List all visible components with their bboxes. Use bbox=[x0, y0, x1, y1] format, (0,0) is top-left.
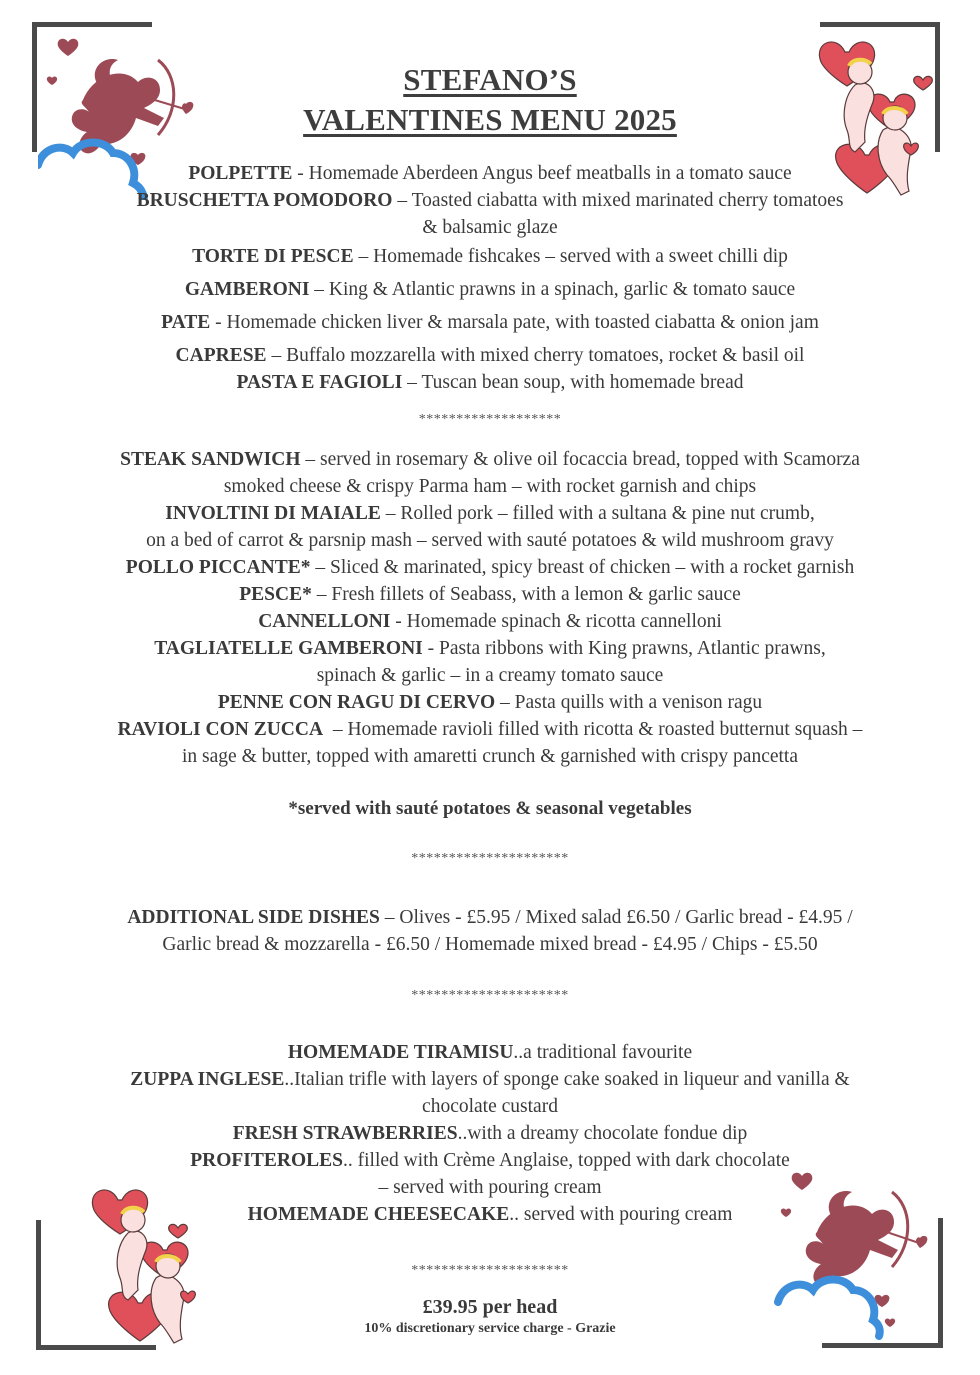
desserts-section bbox=[0, 1039, 980, 1228]
menu-title: VALENTINES MENU 2025 bbox=[303, 102, 677, 137]
separator-4: ********************* bbox=[411, 1263, 569, 1278]
menu-item-pate: PATE - Homemade chicken liver & marsala pate, with toasted ciabatta & onion jam bbox=[161, 312, 819, 333]
menu-item-torte-di-pesce: TORTE DI PESCE – Homemade fishcakes – served with a sweet chilli dip bbox=[192, 246, 788, 267]
menu-item-profiteroles-cont: – served with pouring cream bbox=[378, 1177, 602, 1198]
separator-2: ********************* bbox=[411, 851, 569, 866]
menu-item-steak-sandwich-cont: smoked cheese & crispy Parma ham – with rocket garnish and chips bbox=[223, 476, 757, 497]
side-dishes-line-2: Garlic bread & mozzarella - £6.50 / Homemade mixed bread - £4.95 / Chips - £5.50 bbox=[162, 934, 818, 955]
menu-item-bruschetta: BRUSCHETTA POMODORO – Toasted ciabatta with mixed marinated cherry tomatoes bbox=[136, 190, 844, 211]
menu-item-profiteroles: PROFITEROLES.. filled with Crème Anglaise, topped with dark chocolate bbox=[190, 1150, 790, 1171]
starters-section bbox=[0, 160, 980, 396]
menu-item-polpette: POLPETTE - Homemade Aberdeen Angus beef meatballs in a tomato sauce bbox=[188, 163, 792, 184]
corner-bracket-top-left-h bbox=[32, 22, 152, 27]
menu-item-tiramisu: HOMEMADE TIRAMISU..a traditional favourite bbox=[287, 1042, 693, 1063]
menu-item-caprese: CAPRESE – Buffalo mozzarella with mixed cherry tomatoes, rocket & basil oil bbox=[175, 345, 805, 366]
separator-1: ******************* bbox=[418, 412, 562, 427]
service-charge-note: 10% discretionary service charge - Grazie bbox=[364, 1321, 616, 1336]
menu-item-strawberries: FRESH STRAWBERRIES..with a dreamy chocolate fondue dip bbox=[232, 1123, 748, 1144]
menu-item-involtini: INVOLTINI DI MAIALE – Rolled pork – filled with a sultana & pine nut crumb, bbox=[165, 503, 815, 524]
menu-item-tagliatelle-cont: spinach & garlic – in a creamy tomato sauce bbox=[316, 665, 664, 686]
menu-item-involtini-cont: on a bed of carrot & parsnip mash – served with sauté potatoes & wild mushroom gravy bbox=[146, 530, 834, 551]
menu-item-steak-sandwich: STEAK SANDWICH – served in rosemary & olive oil focaccia bread, topped with Scamorza bbox=[120, 449, 860, 470]
corner-bracket-top-right-h bbox=[820, 22, 940, 27]
menu-item-pasta-e-fagioli: PASTA E FAGIOLI – Tuscan bean soup, with homemade bread bbox=[236, 372, 744, 393]
menu-item-gamberoni: GAMBERONI – King & Atlantic prawns in a spinach, garlic & tomato sauce bbox=[184, 279, 796, 300]
side-dishes-line-1: ADDITIONAL SIDE DISHES – Olives - £5.95 / Mixed salad £6.50 / Garlic bread - £4.95 / bbox=[127, 907, 853, 928]
menu-item-tagliatelle: TAGLIATELLE GAMBERONI - Pasta ribbons with King prawns, Atlantic prawns, bbox=[154, 638, 826, 659]
price-per-head: £39.95 per head bbox=[422, 1296, 558, 1318]
menu-item-bruschetta-cont: & balsamic glaze bbox=[422, 217, 558, 238]
menu-item-zuppa-inglese-cont: chocolate custard bbox=[422, 1096, 558, 1117]
menu-item-penne: PENNE CON RAGU DI CERVO – Pasta quills with a venison ragu bbox=[217, 692, 763, 713]
menu-footer bbox=[0, 1296, 980, 1337]
menu-item-pollo-piccante: POLLO PICCANTE* – Sliced & marinated, spicy breast of chicken – with a rocket garnish bbox=[125, 557, 855, 578]
mains-section bbox=[0, 446, 980, 770]
menu-item-ravioli-cont: in sage & butter, topped with amaretti crunch & garnished with crispy pancetta bbox=[182, 746, 798, 767]
menu-item-ravioli: RAVIOLI CON ZUCCA – Homemade ravioli filled with ricotta & roasted butternut squash – bbox=[117, 719, 863, 740]
menu-header bbox=[0, 60, 980, 140]
restaurant-name: STEFANO’S bbox=[403, 62, 577, 97]
menu-item-pesce: PESCE* – Fresh fillets of Seabass, with a lemon & garlic sauce bbox=[239, 584, 741, 605]
menu-item-cannelloni: CANNELLONI - Homemade spinach & ricotta cannelloni bbox=[258, 611, 722, 632]
sides-section bbox=[0, 904, 980, 958]
corner-bracket-bottom-right-h bbox=[822, 1343, 942, 1348]
menu-item-zuppa-inglese: ZUPPA INGLESE..Italian trifle with layers of sponge cake soaked in liqueur and vanilla & bbox=[130, 1069, 850, 1090]
separator-3: ********************* bbox=[411, 988, 569, 1003]
menu-item-cheesecake: HOMEMADE CHEESECAKE.. served with pouring cream bbox=[247, 1204, 733, 1225]
mains-footnote: *served with sauté potatoes & seasonal vegetables bbox=[288, 798, 692, 819]
